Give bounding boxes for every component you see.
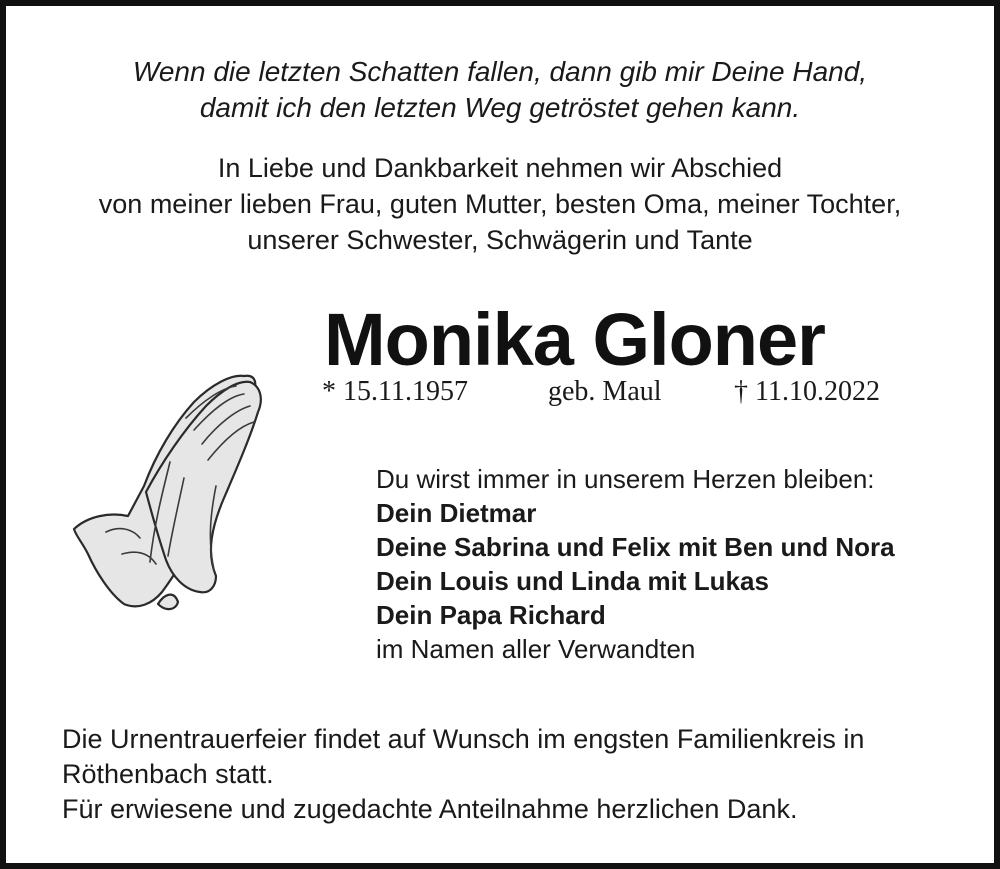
- mourner-name: Dein Dietmar: [376, 498, 537, 528]
- footer-line-1: Die Urnentrauerfeier findet auf Wunsch im engsten Familienkreis in: [62, 724, 865, 754]
- funeral-notice: [62, 722, 964, 827]
- birth-date: * 15.11.1957: [322, 376, 468, 407]
- death-date: † 11.10.2022: [734, 376, 880, 407]
- deceased-name: Monika Gloner: [324, 298, 825, 381]
- verse-quote: [6, 54, 994, 126]
- footer-line-2: Röthenbach statt.: [62, 759, 274, 789]
- maiden-name: geb. Maul: [548, 376, 662, 407]
- intro-line-2: von meiner lieben Frau, guten Mutter, besten Oma, meiner Tochter,: [98, 189, 902, 219]
- mourner-name: Deine Sabrina und Felix mit Ben und Nora: [376, 532, 895, 562]
- intro-line-1: In Liebe und Dankbarkeit nehmen wir Abschied: [217, 153, 783, 183]
- mourner-name: Dein Papa Richard: [376, 600, 606, 630]
- mourner-name: Dein Louis und Linda mit Lukas: [376, 566, 769, 596]
- mourners-closing: im Namen aller Verwandten: [376, 634, 696, 664]
- praying-hands-icon: [66, 366, 276, 616]
- mourners-block: [376, 462, 895, 666]
- intro-line-3: unserer Schwester, Schwägerin und Tante: [247, 225, 753, 255]
- verse-line-2: damit ich den letzten Weg getröstet gehen kann.: [199, 92, 801, 123]
- mourners-heading: Du wirst immer in unserem Herzen bleiben:: [376, 464, 875, 494]
- footer-line-3: Für erwiesene und zugedachte Anteilnahme herzlichen Dank.: [62, 794, 798, 824]
- verse-line-1: Wenn die letzten Schatten fallen, dann gib mir Deine Hand,: [132, 56, 868, 87]
- farewell-intro: [6, 150, 994, 258]
